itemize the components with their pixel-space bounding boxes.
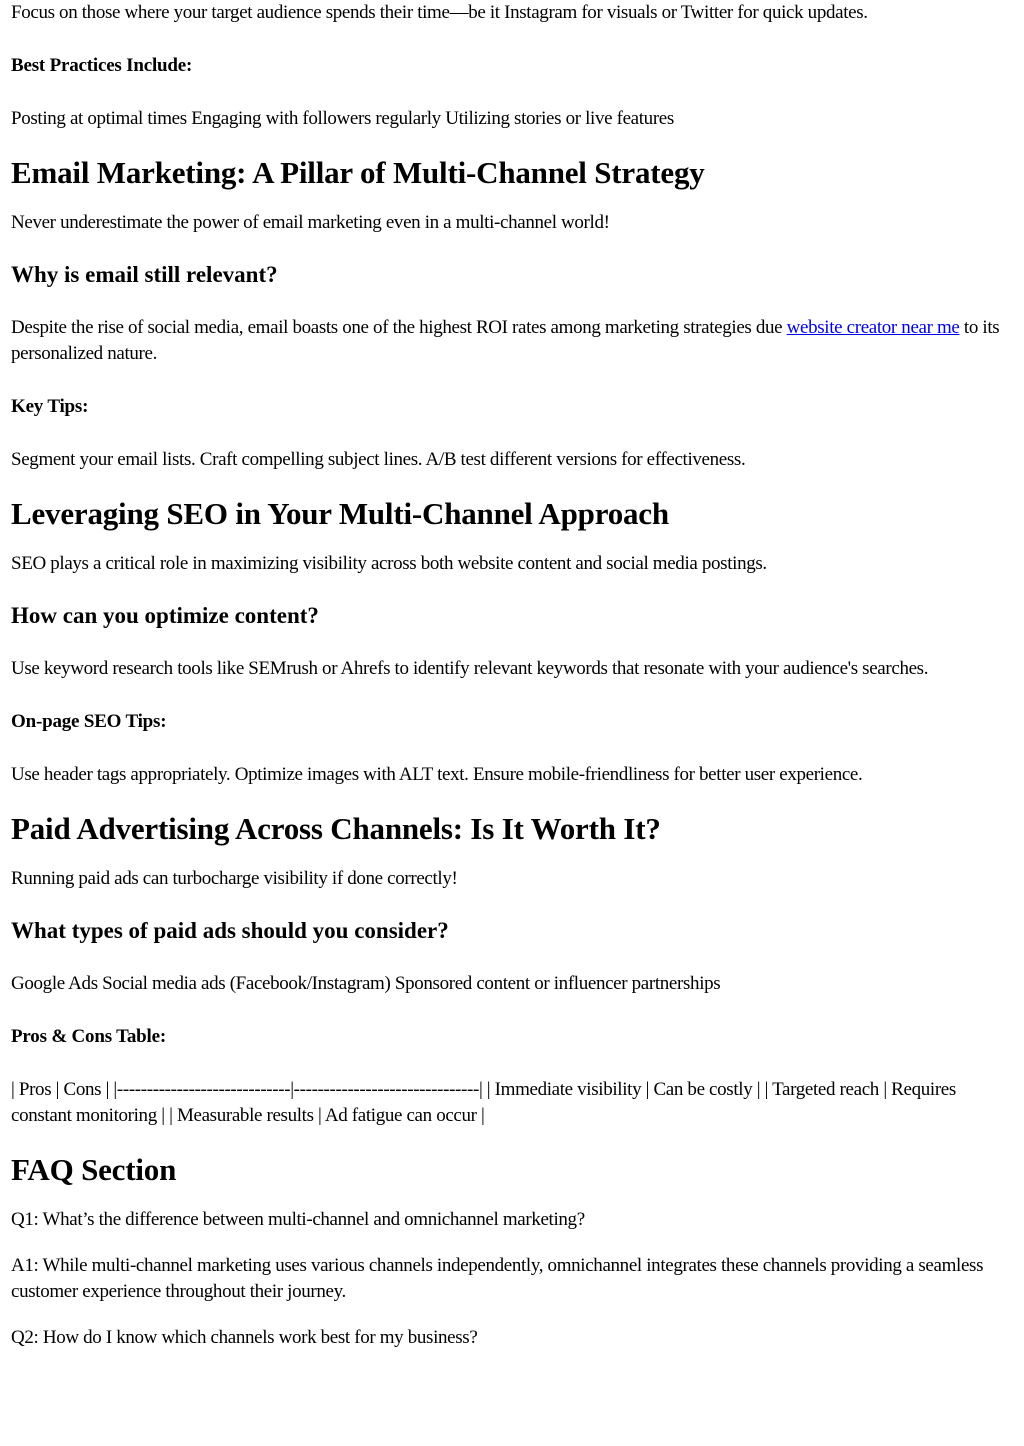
faq-answer-1: A1: While multi-channel marketing uses various channels independently, omnichannel integrates these channels providing a seamless customer experience throughout their journey. xyxy=(11,1255,984,1302)
paid-advertising-heading: Paid Advertising Across Channels: Is It Worth It? xyxy=(11,811,661,846)
key-tips-label: Key Tips: xyxy=(11,396,89,417)
email-relevance-text-start: Despite the rise of social media, email boasts one of the highest ROI rates among marketing strategies due xyxy=(11,317,787,338)
seo-heading: Leveraging SEO in Your Multi-Channel Approach xyxy=(11,496,669,531)
key-tips-text: Segment your email lists. Craft compelling subject lines. A/B test different versions for effectiveness. xyxy=(11,449,746,470)
email-intro-paragraph: Never underestimate the power of email marketing even in a multi-channel world! xyxy=(11,212,610,233)
onpage-seo-label: On-page SEO Tips: xyxy=(11,711,167,732)
best-practices-label: Best Practices Include: xyxy=(11,55,193,76)
faq-question-2: Q2: How do I know which channels work best for my business? xyxy=(11,1327,478,1348)
onpage-seo-text: Use header tags appropriately. Optimize images with ALT text. Ensure mobile-friendliness for better user experience. xyxy=(11,764,863,785)
paid-types-paragraph: Google Ads Social media ads (Facebook/Instagram) Sponsored content or influencer partnerships xyxy=(11,973,721,994)
email-relevance-text-end: to its personalized nature. xyxy=(11,317,1000,364)
paid-types-subheading: What types of paid ads should you consider? xyxy=(11,918,449,943)
seo-optimize-subheading: How can you optimize content? xyxy=(11,603,319,628)
email-relevance-paragraph xyxy=(11,315,1004,367)
website-creator-link[interactable]: website creator near me xyxy=(786,317,960,338)
pros-cons-label: Pros & Cons Table: xyxy=(11,1026,166,1047)
faq-heading: FAQ Section xyxy=(11,1152,177,1187)
email-relevance-subheading: Why is email still relevant? xyxy=(11,262,278,287)
paid-intro-paragraph: Running paid ads can turbocharge visibility if done correctly! xyxy=(11,868,458,889)
seo-intro-paragraph: SEO plays a critical role in maximizing visibility across both website content and social media postings. xyxy=(11,553,767,574)
faq-question-1: Q1: What’s the difference between multi-channel and omnichannel marketing? xyxy=(11,1209,585,1230)
intro-paragraph: Focus on those where your target audience spends their time—be it Instagram for visuals or Twitter for quick updates. xyxy=(11,2,868,23)
best-practices-text: Posting at optimal times Engaging with followers regularly Utilizing stories or live features xyxy=(11,108,674,129)
email-marketing-heading: Email Marketing: A Pillar of Multi-Channel Strategy xyxy=(11,155,705,190)
pros-cons-table-text: | Pros | Cons | |-----------------------------|-------------------------------| | Immediate visibility | Can be costly | | Targeted reach | Requires constant monitoring | | Measurable results | Ad fatigue can occur | xyxy=(11,1079,956,1126)
seo-optimize-paragraph: Use keyword research tools like SEMrush or Ahrefs to identify relevant keywords that resonate with your audience's searches. xyxy=(11,658,929,679)
